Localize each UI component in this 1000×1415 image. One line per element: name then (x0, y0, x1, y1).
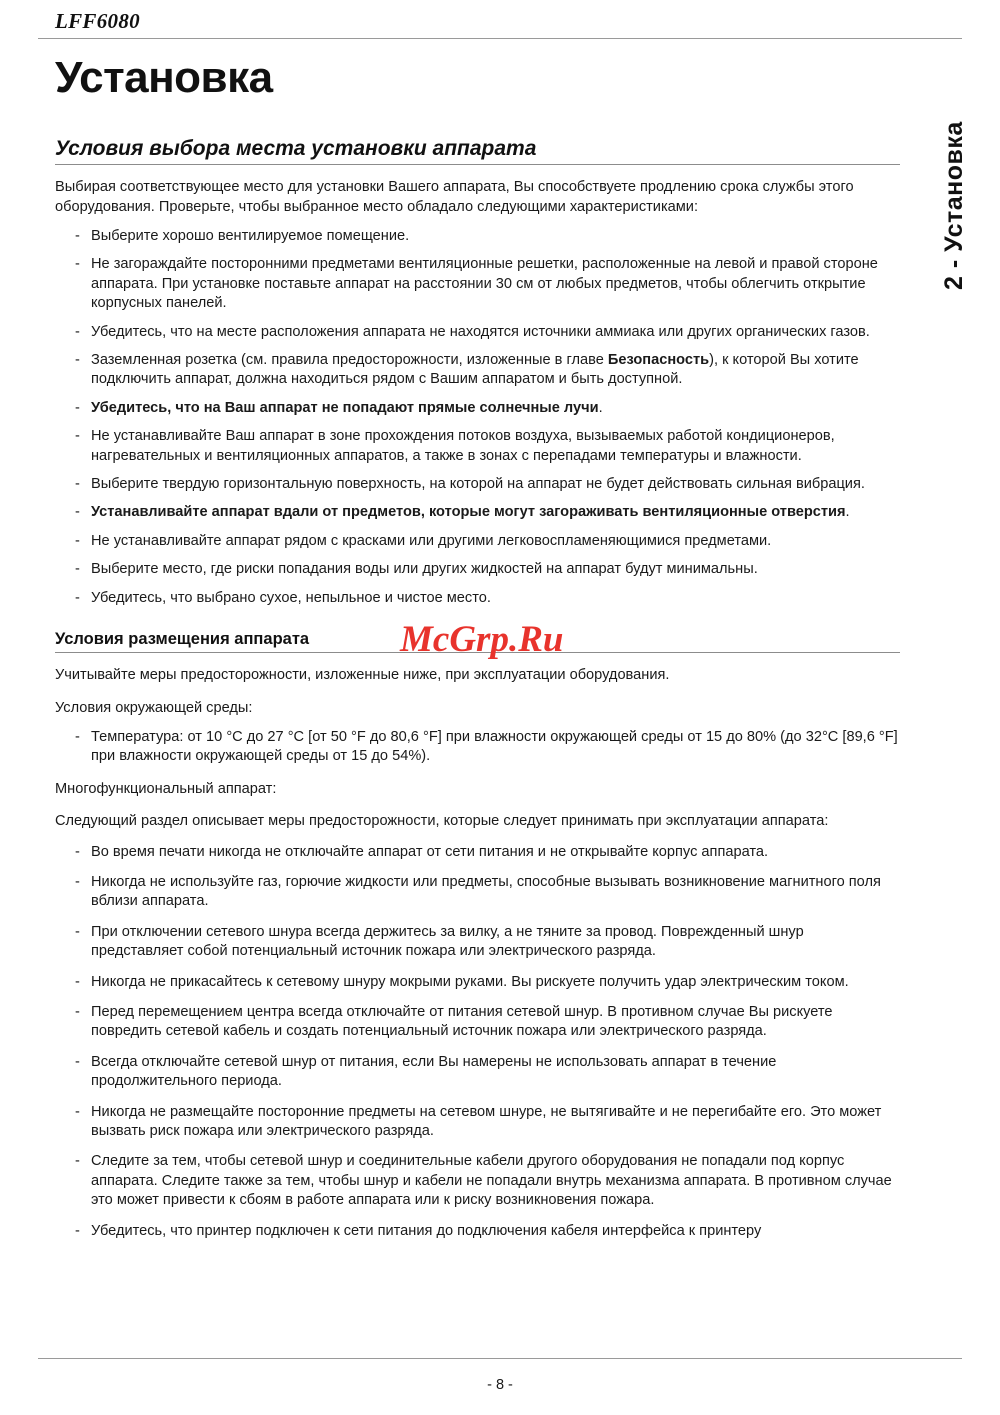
list-item: - Температура: от 10 °C до 27 °C [от 50 °F до 80,6 °F] при влажности окружающей среды от 15 до 80% (до 32°C [89,6 °F] при влажности окружающей среды от 15 до 54%). (55, 728, 900, 767)
section1-list (55, 227, 900, 608)
list-item: - Убедитесь, что выбрано сухое, непыльное и чистое место. (55, 589, 900, 608)
page-number: - 8 - (487, 1377, 513, 1393)
list-item: - Не загораждайте посторонними предметами вентиляционные решетки, расположенные на левой и правой стороне аппарата. При установке поставьте аппарат на расстоянии 30 см от любых предметов, чтобы облегчить открытие корпусных панелей. (55, 255, 900, 313)
section2-para3: Многофункциональный аппарат: (55, 780, 277, 797)
section1-intro: Выбирая соответствующее место для установки Вашего аппарата, Вы способствуете продлению срока службы этого оборудования. Проверьте, чтобы выбранное место обладало следующими характеристиками: (55, 179, 854, 215)
list-item: - Перед перемещением центра всегда отключайте от питания сетевой шнур. В противном случае Вы рискуете повредить сетевой кабель и создать потенциальный источник пожара или электрического разряда. (55, 1003, 900, 1042)
list-item: - Никогда не используйте газ, горючие жидкости или предметы, способные вызывать возникновение магнитного поля вблизи аппарата. (55, 873, 900, 912)
list-item: - Убедитесь, что принтер подключен к сети питания до подключения кабеля интерфейса к принтеру (55, 1222, 900, 1241)
header-divider (38, 38, 962, 39)
list-item: - Не устанавливайте аппарат рядом с красками или другими легковоспламеняющимися предметами. (55, 532, 900, 551)
list-item: - Устанавливайте аппарат вдали от предметов, которые могут загораживать вентиляционные отверстия. (55, 503, 900, 522)
document-content (55, 55, 900, 1241)
list-item: - Никогда не прикасайтесь к сетевому шнуру мокрыми руками. Вы рискуете получить удар электрическим током. (55, 973, 900, 992)
section2-para1: Учитывайте меры предосторожности, изложенные ниже, при эксплуатации оборудования. (55, 667, 670, 684)
list-item: - Заземленная розетка (см. правила предосторожности, изложенные в главе Безопасность), к которой Вы хотите подключить аппарат, должна находиться рядом с Вашим аппаратом и быть доступной. (55, 351, 900, 390)
list-item: - Всегда отключайте сетевой шнур от питания, если Вы намерены не использовать аппарат в течение продолжительного периода. (55, 1053, 900, 1092)
watermark-mcgrp: McGrp.Ru (400, 619, 564, 661)
section-heading-install-location (55, 137, 900, 165)
section2-para2: Условия окружающей среды: (55, 699, 253, 716)
environment-conditions-list (55, 728, 900, 767)
chapter-side-tab: 2 - Установка (940, 121, 968, 290)
section2-para4: Следующий раздел описывает меры предосторожности, которые следует принимать при эксплуатации аппарата: (55, 813, 829, 830)
page-title: Установка (55, 53, 273, 102)
section1-heading: Условия выбора места установки аппарата (55, 137, 537, 161)
list-item: - Убедитесь, что на Ваш аппарат не попадают прямые солнечные лучи. (55, 399, 900, 418)
section2-heading: Условия размещения аппарата (55, 630, 310, 649)
footer-divider (38, 1358, 962, 1359)
list-item: - Во время печати никогда не отключайте аппарат от сети питания и не открывайте корпус аппарата. (55, 843, 900, 862)
list-item: - При отключении сетевого шнура всегда держитесь за вилку, а не тяните за провод. Поврежденный шнур представляет собой потенциальный источник пожара или электрического разряда. (55, 923, 900, 962)
list-item: - Выберите твердую горизонтальную поверхность, на которой на аппарат не будет действовать сильная вибрация. (55, 475, 900, 494)
list-item: - Выберите место, где риски попадания воды или других жидкостей на аппарат будут минимальны. (55, 560, 900, 579)
precautions-list (55, 843, 900, 1242)
list-item: - Выберите хорошо вентилируемое помещение. (55, 227, 900, 246)
list-item: - Не устанавливайте Ваш аппарат в зоне прохождения потоков воздуха, вызываемых работой кондиционеров, нагревательных и вентиляционных аппаратов, а также в зонах с перепадами температуры и влажности. (55, 427, 900, 466)
list-item: - Убедитесь, что на месте расположения аппарата не находятся источники аммиака или других органических газов. (55, 323, 900, 342)
list-item: - Никогда не размещайте посторонние предметы на сетевом шнуре, не вытягивайте и не перегибайте его. Это может вызвать риск пожара или электрического разряда. (55, 1103, 900, 1142)
section-heading-placement (55, 619, 900, 661)
list-item: - Следите за тем, чтобы сетевой шнур и соединительные кабели другого оборудования не попадали под корпус аппарата. Следите также за тем, чтобы шнур и кабели не попадали внутрь механизма аппарата. В противном случае это может привести к сбоям в работе аппарата или к риску возникновения пожара. (55, 1152, 900, 1210)
document-model-label: LFF6080 (55, 9, 140, 33)
